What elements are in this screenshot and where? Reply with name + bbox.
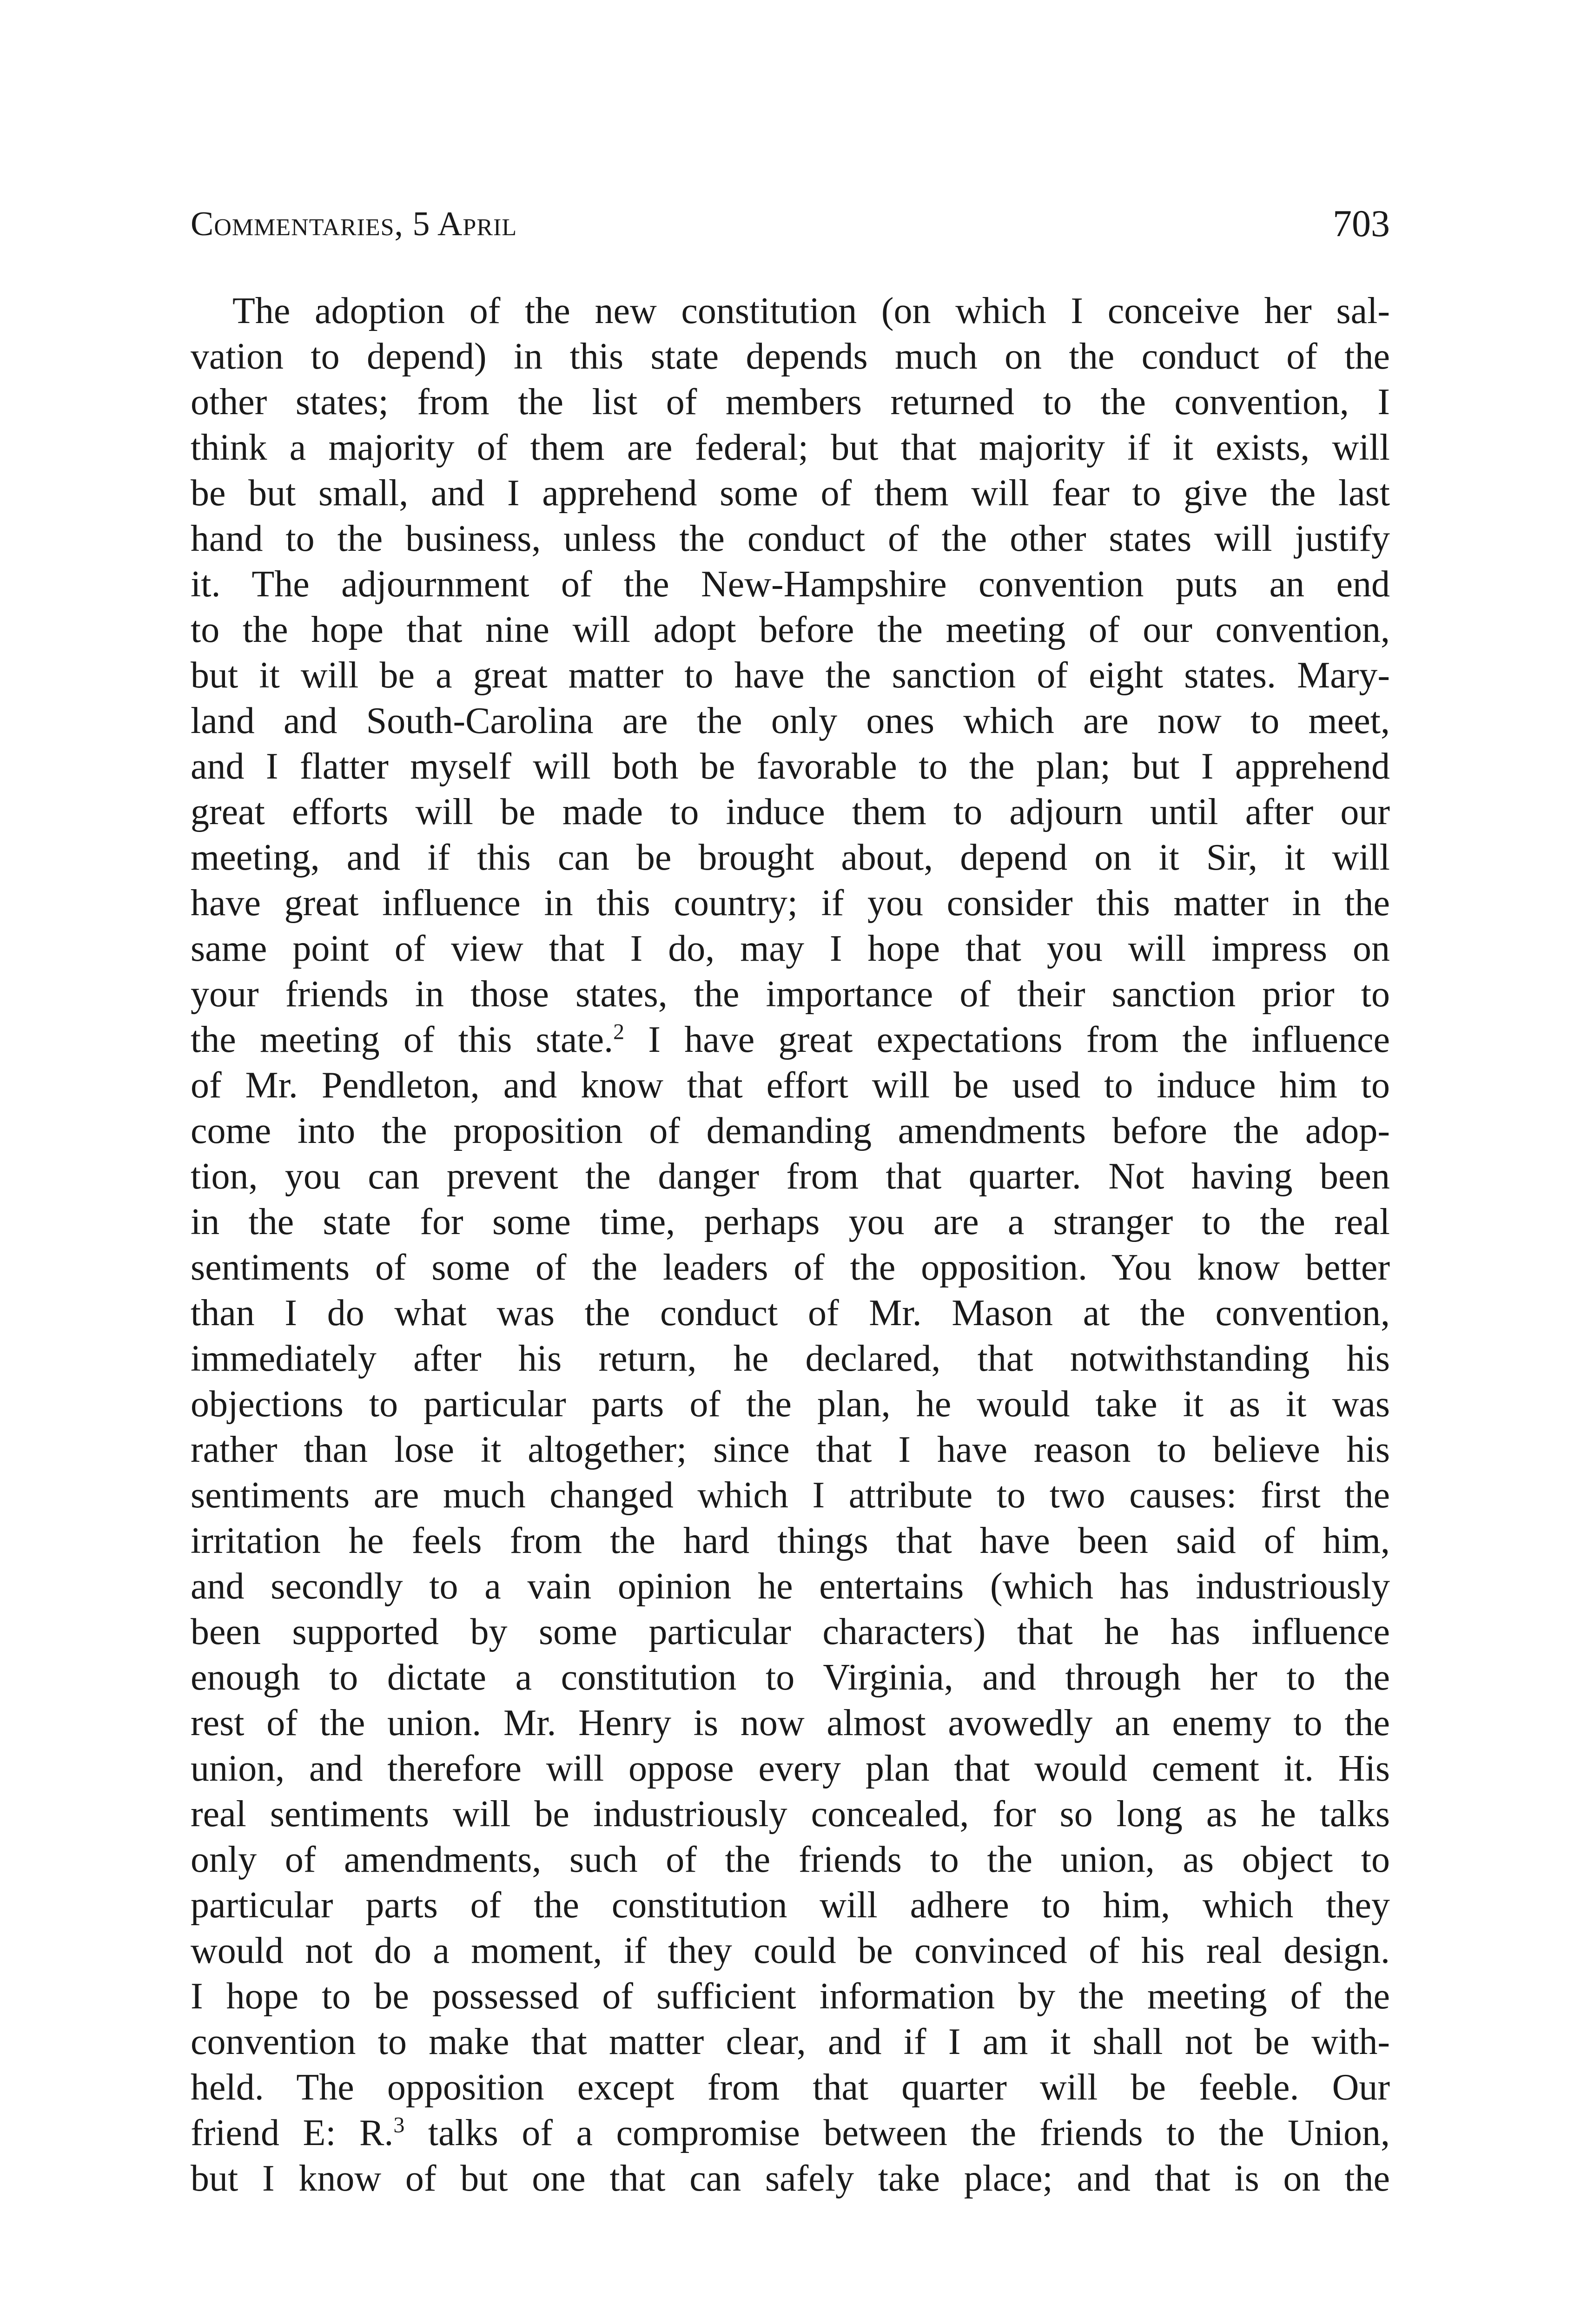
text-line: immediately after his return, he declared, that notwithstanding his	[191, 1338, 1390, 1379]
text-line: and secondly to a vain opinion he entertains (which has industriously	[191, 1566, 1390, 1607]
text-line: held. The opposition except from that quarter will be feeble. Our	[191, 2067, 1390, 2108]
text-line: hand to the business, unless the conduct of the other states will justify	[191, 518, 1390, 559]
text-line: your friends in those states, the importance of their sanction prior to	[191, 974, 1390, 1015]
text-line: rest of the union. Mr. Henry is now almost avowedly an enemy to the	[191, 1703, 1390, 1743]
footnote-marker: 3	[393, 2113, 405, 2138]
text-line: to the hope that nine will adopt before the meeting of our convention,	[191, 609, 1390, 650]
text-line: great efforts will be made to induce them to adjourn until after our	[191, 792, 1390, 832]
body-text	[191, 288, 1390, 2201]
text-line: real sentiments will be industriously concealed, for so long as he talks	[191, 1794, 1390, 1835]
text-line-tail: talks of a compromise between the friends to the Union,	[404, 2113, 1390, 2153]
text-line: and I flatter myself will both be favorable to the plan; but I apprehend	[191, 746, 1390, 787]
text-line: meeting, and if this can be brought about, depend on it Sir, it will	[191, 837, 1390, 878]
text-line: come into the proposition of demanding amendments before the adop-	[191, 1110, 1390, 1151]
text-line: sentiments of some of the leaders of the opposition. You know better	[191, 1247, 1390, 1288]
text-line: land and South-Carolina are the only ones which are now to meet,	[191, 700, 1390, 741]
page-number: 703	[1333, 202, 1390, 244]
text-line: have great influence in this country; if you consider this matter in the	[191, 883, 1390, 924]
running-title: Commentaries, 5 April	[191, 205, 517, 243]
footnote-marker: 2	[613, 1019, 625, 1044]
text-line: objections to particular parts of the plan, he would take it as it was	[191, 1384, 1390, 1425]
text-line: vation to depend) in this state depends much on the conduct of the	[191, 336, 1390, 377]
text-line: rather than lose it altogether; since that I have reason to believe his	[191, 1429, 1390, 1470]
text-line: union, and therefore will oppose every plan that would cement it. His	[191, 1748, 1390, 1789]
text-line: in the state for some time, perhaps you are a stranger to the real	[191, 1202, 1390, 1242]
text-line: same point of view that I do, may I hope that you will impress on	[191, 928, 1390, 969]
text-line-start: friend E: R.	[191, 2113, 394, 2153]
text-line: of Mr. Pendleton, and know that effort will be used to induce him to	[191, 1065, 1390, 1106]
text-line: but it will be a great matter to have the sanction of eight states. Mary-	[191, 655, 1390, 696]
text-line: sentiments are much changed which I attribute to two causes: first the	[191, 1475, 1390, 1516]
text-line: I hope to be possessed of sufficient information by the meeting of the	[191, 1976, 1390, 2017]
text-line: only of amendments, such of the friends to the union, as object to	[191, 1839, 1390, 1880]
running-head	[191, 202, 1390, 246]
text-line: irritation he feels from the hard things that have been said of him,	[191, 1520, 1390, 1561]
text-line: The adoption of the new constitution (on which I conceive her sal-	[232, 290, 1390, 331]
text-line-tail: I have great expectations from the influence	[624, 1019, 1390, 1060]
text-line: enough to dictate a constitution to Virginia, and through her to the	[191, 1657, 1390, 1698]
text-line: particular parts of the constitution will adhere to him, which they	[191, 1885, 1390, 1926]
text-line: but I know of but one that can safely take place; and that is on the	[191, 2158, 1390, 2199]
text-line: think a majority of them are federal; but that majority if it exists, will	[191, 427, 1390, 468]
text-line: other states; from the list of members returned to the convention, I	[191, 382, 1390, 423]
text-line: than I do what was the conduct of Mr. Mason at the convention,	[191, 1293, 1390, 1334]
text-line: tion, you can prevent the danger from that quarter. Not having been	[191, 1156, 1390, 1197]
text-line: been supported by some particular characters) that he has influence	[191, 1611, 1390, 1652]
text-line: it. The adjournment of the New-Hampshire convention puts an end	[191, 564, 1390, 605]
text-line: be but small, and I apprehend some of them will fear to give the last	[191, 473, 1390, 514]
text-line: would not do a moment, if they could be convinced of his real design.	[191, 1930, 1390, 1971]
text-line-with-note	[191, 2110, 1390, 2156]
text-line-start: the meeting of this state.	[191, 1019, 614, 1060]
text-line: convention to make that matter clear, and if I am it shall not be with-	[191, 2021, 1390, 2062]
text-line-with-note	[191, 1017, 1390, 1063]
